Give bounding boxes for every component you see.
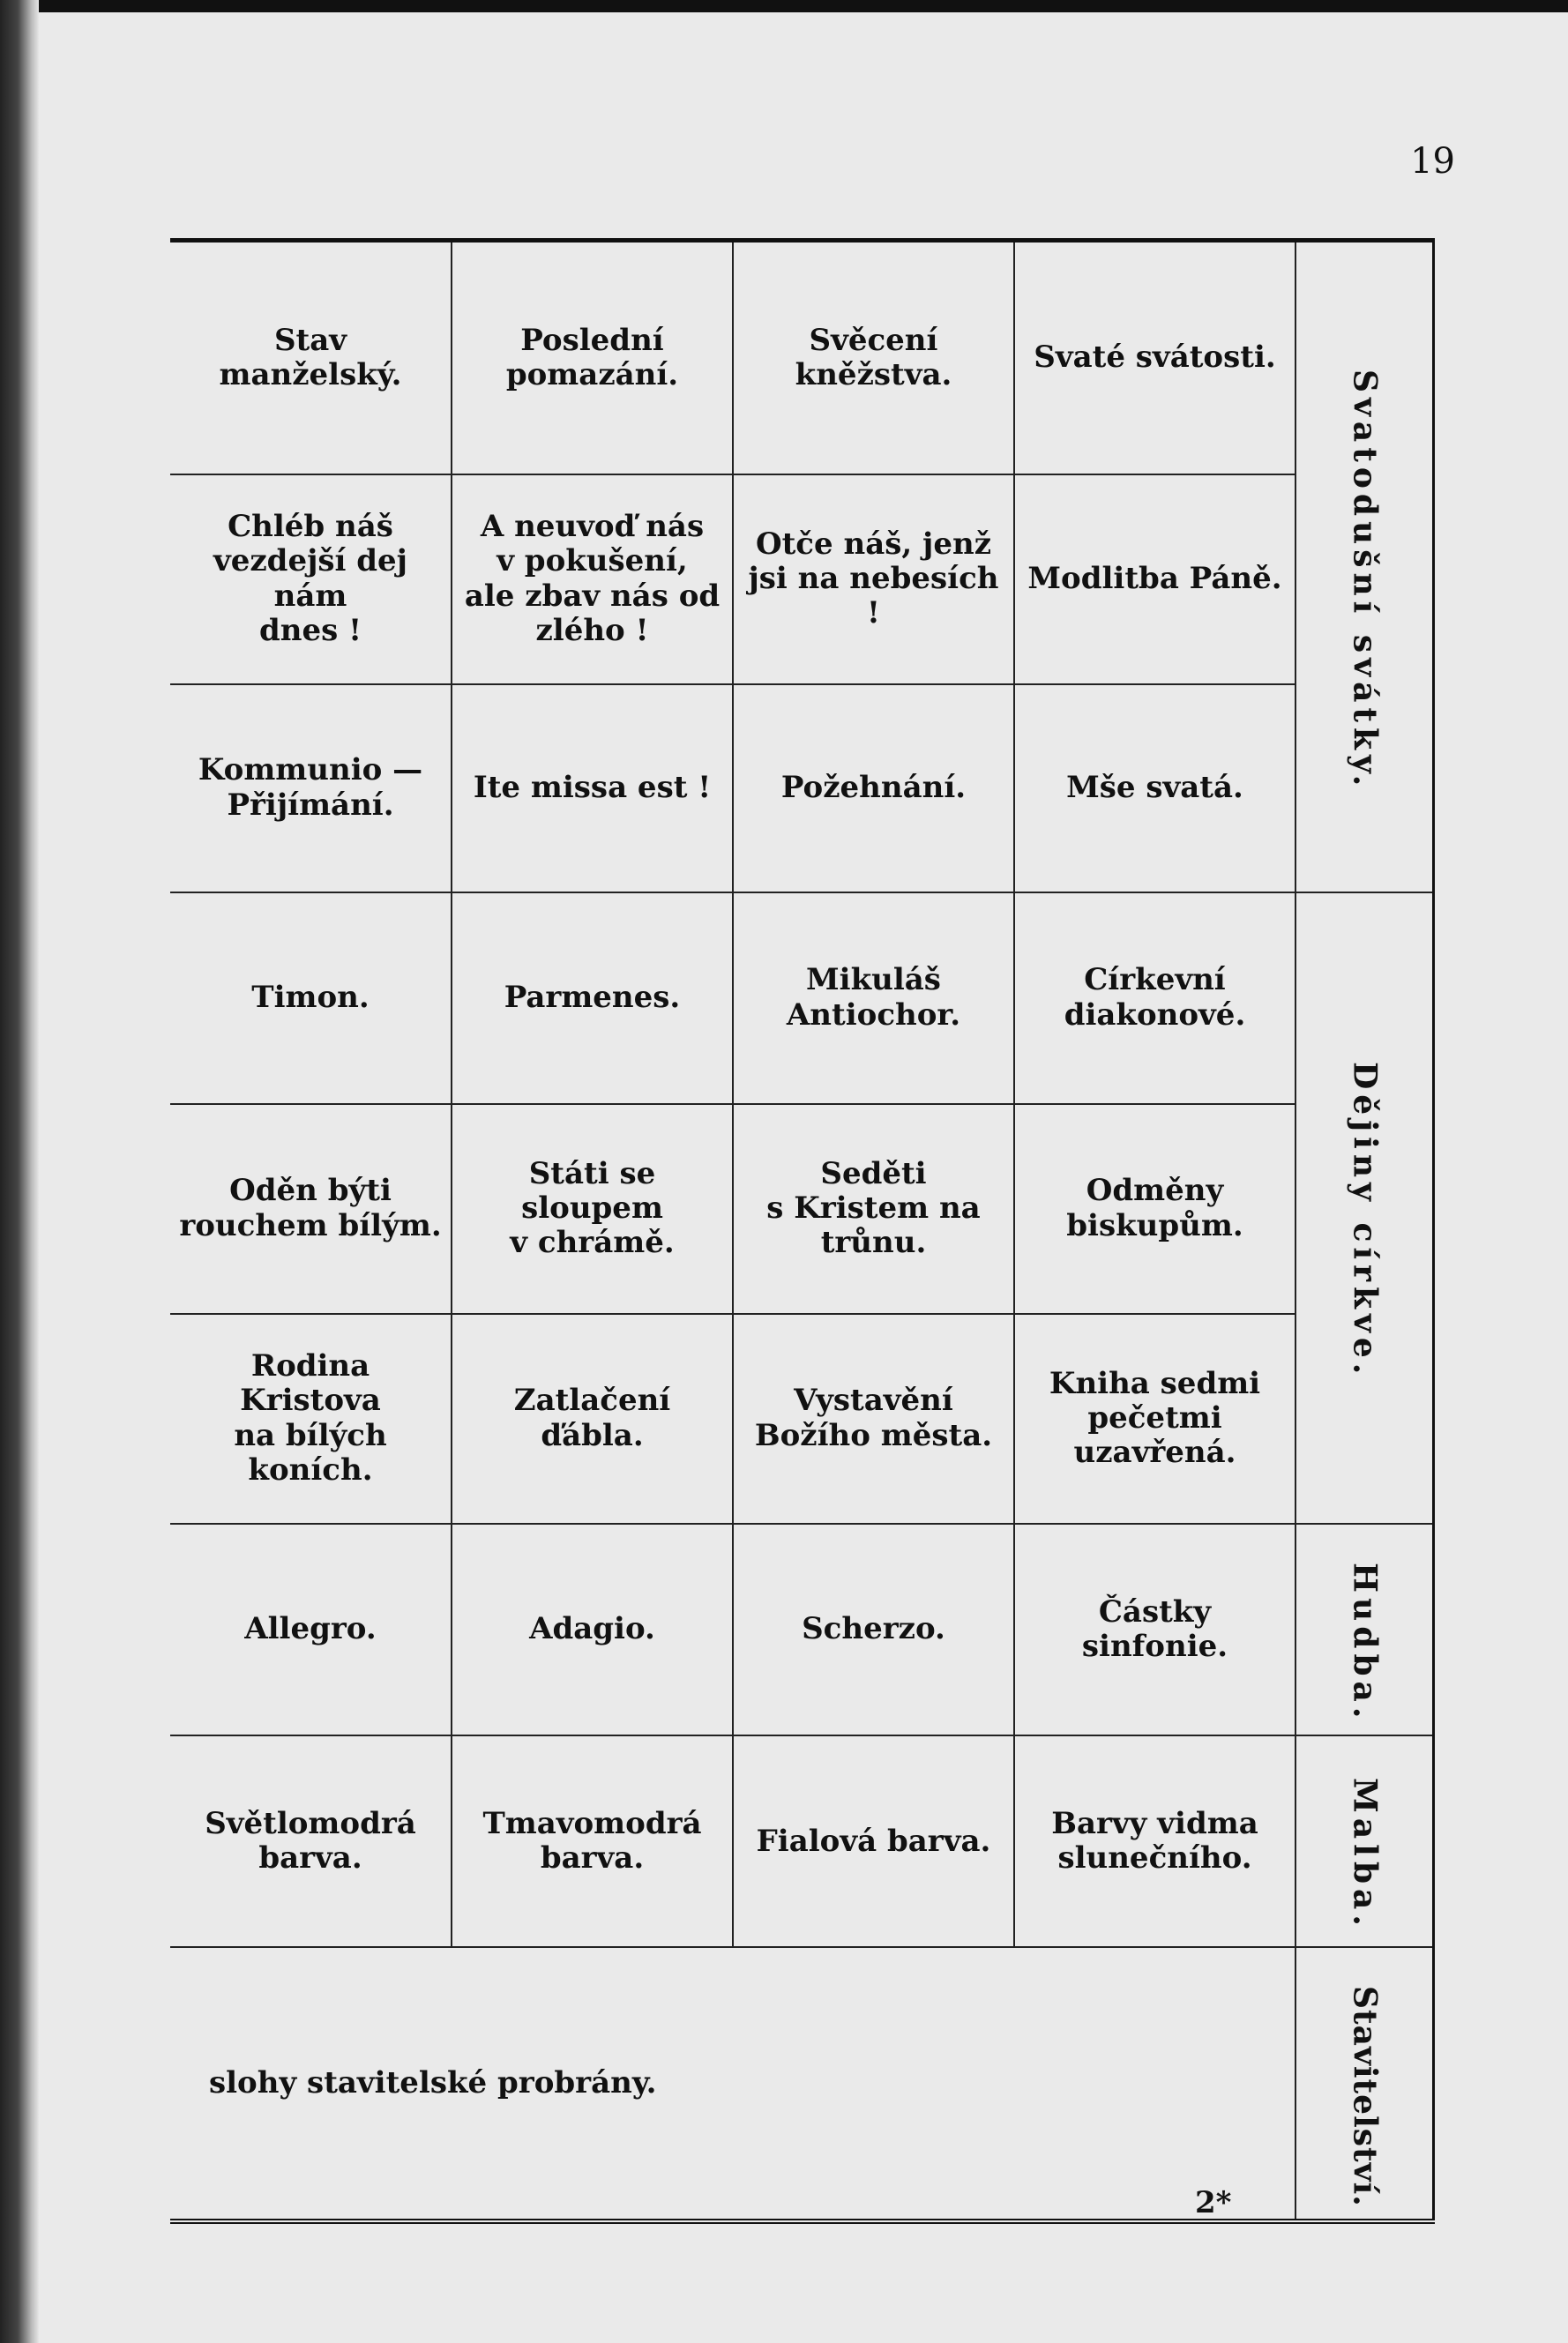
table-cell: Scherzo.	[733, 1524, 1014, 1736]
table-row	[170, 474, 1433, 684]
content-table-wrapper	[170, 238, 1433, 2207]
table-cell: Fialová barva.	[733, 1735, 1014, 1947]
scan-edge-top	[0, 0, 1568, 12]
table-cell: Státi se sloupem v chrámě.	[452, 1104, 733, 1314]
architecture-cell: slohy stavitelské probrány.	[170, 1947, 1295, 2221]
table-cell: Kommunio — Přijímání.	[170, 684, 452, 892]
table-cell: Seděti s Kristem na trůnu.	[733, 1104, 1014, 1314]
table-cell: Oděn býti rouchem bílým.	[170, 1104, 452, 1314]
table-cell: Mikuláš Antiochor.	[733, 892, 1014, 1104]
table-cell: Tmavomodrá barva.	[452, 1735, 733, 1947]
scan-edge-left	[0, 0, 39, 2343]
table-row	[170, 1735, 1433, 1947]
table-cell: Modlitba Páně.	[1014, 474, 1295, 684]
table-cell: Odměny biskupům.	[1014, 1104, 1295, 1314]
table-cell: Allegro.	[170, 1524, 452, 1736]
table-row	[170, 1947, 1433, 2221]
table-cell: Parmenes.	[452, 892, 733, 1104]
table-row	[170, 684, 1433, 892]
table-cell: Kniha sedmi pečetmi uzavřená.	[1014, 1314, 1295, 1524]
table-cell: Zatlačení ďábla.	[452, 1314, 733, 1524]
category-label: Svatodušní svátky.	[1346, 369, 1384, 791]
table-cell: Otče náš, jenž jsi na nebesích !	[733, 474, 1014, 684]
category-malba	[1295, 1735, 1433, 1947]
table-row	[170, 1524, 1433, 1736]
table-row	[170, 892, 1433, 1104]
table-cell: Svěcení kněžstva.	[733, 241, 1014, 474]
table-cell: A neuvoď nás v pokušení, ale zbav nás od zlého !	[452, 474, 733, 684]
table-row	[170, 1314, 1433, 1524]
category-hudba	[1295, 1524, 1433, 1736]
signature-mark: 2*	[1195, 2185, 1232, 2220]
table-cell: Mše svatá.	[1014, 684, 1295, 892]
table-cell: Poslední pomazání.	[452, 241, 733, 474]
table-row	[170, 241, 1433, 474]
table-cell: Ite missa est !	[452, 684, 733, 892]
table-cell: Barvy vidma slunečního.	[1014, 1735, 1295, 1947]
table-cell: Požehnání.	[733, 684, 1014, 892]
page-number: 19	[1410, 141, 1455, 182]
table-cell: Timon.	[170, 892, 452, 1104]
category-svatodusni-svatky	[1295, 241, 1433, 892]
content-table	[170, 238, 1435, 2224]
table-cell: Vystavění Božího města.	[733, 1314, 1014, 1524]
table-cell: Chléb náš vezdejší dej nám dnes !	[170, 474, 452, 684]
category-label: Dějiny církve.	[1346, 1062, 1384, 1380]
table-cell: Stav manželský.	[170, 241, 452, 474]
category-dejiny-cirkve	[1295, 892, 1433, 1524]
category-label: Malba.	[1346, 1778, 1384, 1932]
table-cell: Světlomodrá barva.	[170, 1735, 452, 1947]
table-cell: Rodina Kristova na bílých koních.	[170, 1314, 452, 1524]
category-label: Hudba.	[1346, 1562, 1384, 1723]
category-label: Stavitelství.	[1346, 1986, 1384, 2207]
table-row	[170, 1104, 1433, 1314]
table-cell: Církevní diakonové.	[1014, 892, 1295, 1104]
category-stavitelstvi	[1295, 1947, 1433, 2221]
table-cell: Adagio.	[452, 1524, 733, 1736]
table-cell: Částky sinfonie.	[1014, 1524, 1295, 1736]
table-cell: Svaté svátosti.	[1014, 241, 1295, 474]
